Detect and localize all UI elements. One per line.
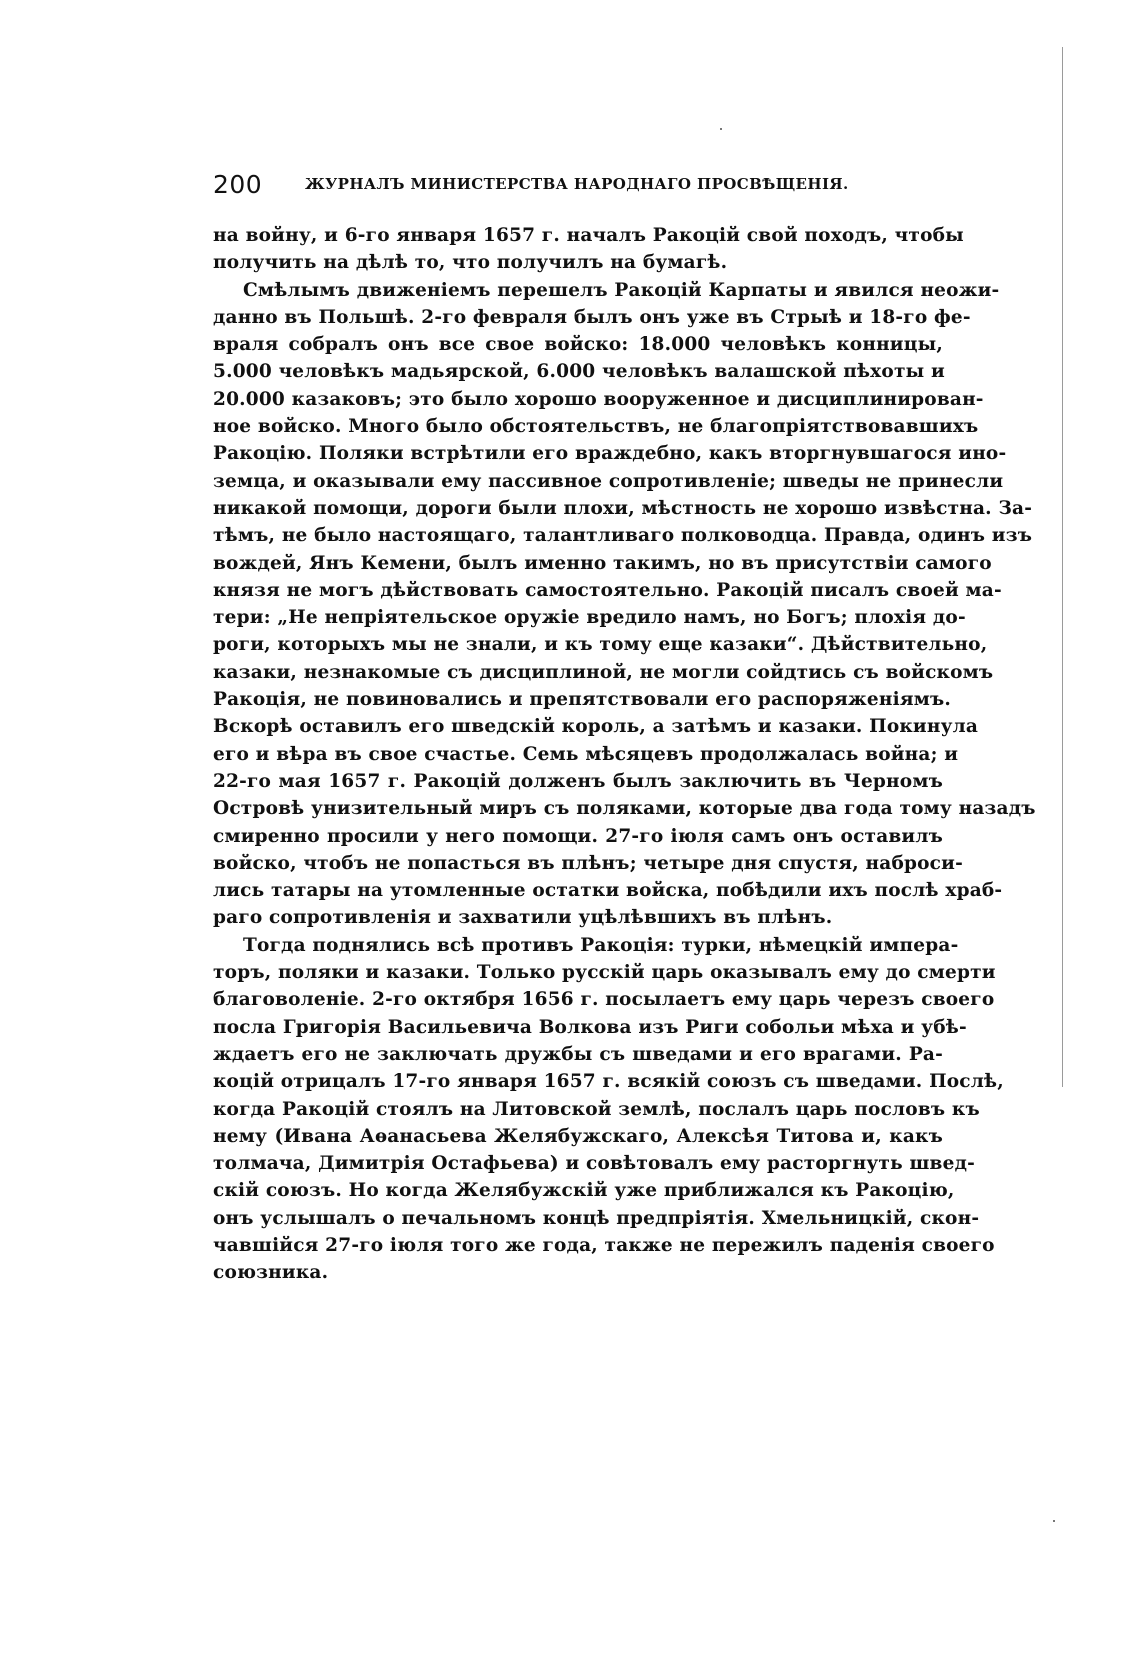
text-line: войско, чтобъ не попасться въ плѣнъ; четыре дня спустя, наброси- xyxy=(213,852,963,874)
page-number: 200 xyxy=(213,170,263,199)
text-line: посла Григорія Васильевича Волкова изъ Риги собольи мѣха и убѣ- xyxy=(213,1016,967,1038)
text-line: получить на дѣлѣ то, что получилъ на бумагѣ. xyxy=(213,252,728,274)
text-line: земца, и оказывали ему пассивное сопротивленіе; шведы не принесли xyxy=(213,470,1004,492)
text-line: князя не могъ дѣйствовать самостоятельно. Ракоцій писалъ своей ма- xyxy=(213,579,1002,601)
text-line: онъ услышалъ о печальномъ концѣ предпріятія. Хмельницкій, скон- xyxy=(213,1207,980,1229)
text-line: нему (Ивана Аѳанасьева Желябужскаго, Алексѣя Титова и, какъ xyxy=(213,1125,943,1147)
text-line: Ракоцію. Поляки встрѣтили его враждебно, какъ вторгнувшагося ино- xyxy=(213,443,1007,465)
print-speck xyxy=(1053,1520,1055,1522)
text-line: Островѣ унизительный миръ съ поляками, которые два года тому назадъ xyxy=(213,798,1036,820)
text-line: никакой помощи, дороги были плохи, мѣстность не хорошо извѣстна. За- xyxy=(213,497,1033,519)
text-line: ное войско. Много было обстоятельствъ, не благопріятствовавшихъ xyxy=(213,416,979,438)
text-line: раго сопротивленія и захватили уцѣлѣвшихъ въ плѣнъ. xyxy=(213,907,833,929)
text-line: торъ, поляки и казаки. Только русскій царь оказывалъ ему до смерти xyxy=(213,962,996,984)
text-line: толмача, Димитрія Остафьева) и совѣтовалъ ему расторгнуть швед- xyxy=(213,1153,975,1175)
text-line: вождей, Янъ Кемени, былъ именно такимъ, но въ присутствіи самого xyxy=(213,552,992,574)
text-line: благоволеніе. 2-го октября 1656 г. посылаетъ ему царь черезъ своего xyxy=(213,989,995,1011)
margin-rule xyxy=(1062,47,1063,1087)
text-line: Тогда поднялись всѣ противъ Ракоція: турки, нѣмецкій импера- xyxy=(243,934,959,956)
text-line: тѣмъ, не было настоящаго, талантливаго полководца. Правда, одинъ изъ xyxy=(213,525,1033,547)
text-line: на войну, и 6-го января 1657 г. началъ Ракоцій свой походъ, чтобы xyxy=(213,225,964,246)
text-line: данно въ Польшѣ. 2-го февраля былъ онъ уже въ Стрыѣ и 18-го фе- xyxy=(213,306,971,328)
body-text xyxy=(213,222,1036,1287)
page-header xyxy=(213,170,943,210)
text-line: Ракоція, не повиновались и препятствовали его распоряженіямъ. xyxy=(213,689,951,711)
text-line: Смѣлымъ движеніемъ перешелъ Ракоцій Карпаты и явился неожи- xyxy=(243,279,1000,301)
text-line: 22-го мая 1657 г. Ракоцій долженъ былъ заключить въ Черномъ xyxy=(213,770,943,792)
text-line: ждаетъ его не заключать дружбы съ шведами и его врагами. Ра- xyxy=(213,1043,943,1065)
print-speck xyxy=(720,128,722,130)
text-line: враля собралъ онъ все свое войско: 18.000 человѣкъ конницы, xyxy=(213,334,943,356)
text-line: скій союзъ. Но когда Желябужскій уже приближался къ Ракоцію, xyxy=(213,1180,955,1202)
text-line: Вскорѣ оставилъ его шведскій король, а затѣмъ и казаки. Покинула xyxy=(213,716,979,738)
text-line: казаки, незнакомые съ дисциплиной, не могли сойдтись съ войскомъ xyxy=(213,661,994,683)
text-line: чавшійся 27-го іюля того же года, также не пережилъ паденія своего xyxy=(213,1234,995,1256)
text-line: смиренно просили у него помощи. 27-го іюля самъ онъ оставилъ xyxy=(213,825,943,847)
text-line: когда Ракоцій стоялъ на Литовской землѣ, послалъ царь пословъ къ xyxy=(213,1098,980,1120)
text-line: 20.000 казаковъ; это было хорошо вооруженное и дисциплинирован- xyxy=(213,388,984,410)
text-line: роги, которыхъ мы не знали, и къ тому еще казаки“. Дѣйствительно, xyxy=(213,634,988,656)
text-line: союзника. xyxy=(213,1262,329,1284)
text-line: 5.000 человѣкъ мадьярской, 6.000 человѣкъ валашской пѣхоты и xyxy=(213,361,945,383)
text-line: тери: „Не непріятельское оружіе вредило намъ, но Богъ; плохія до- xyxy=(213,607,966,629)
text-line: лись татары на утомленные остатки войска, побѣдили ихъ послѣ храб- xyxy=(213,880,1003,902)
text-line: коцій отрицалъ 17-го января 1657 г. всякій союзъ съ шведами. Послѣ, xyxy=(213,1071,1004,1093)
text-line: его и вѣра въ свое счастье. Семь мѣсяцевъ продолжалась война; и xyxy=(213,743,959,765)
running-title: ЖУРНАЛЪ МИНИСТЕРСТВА НАРОДНАГО ПРОСВѢЩЕНІЯ. xyxy=(305,175,849,193)
